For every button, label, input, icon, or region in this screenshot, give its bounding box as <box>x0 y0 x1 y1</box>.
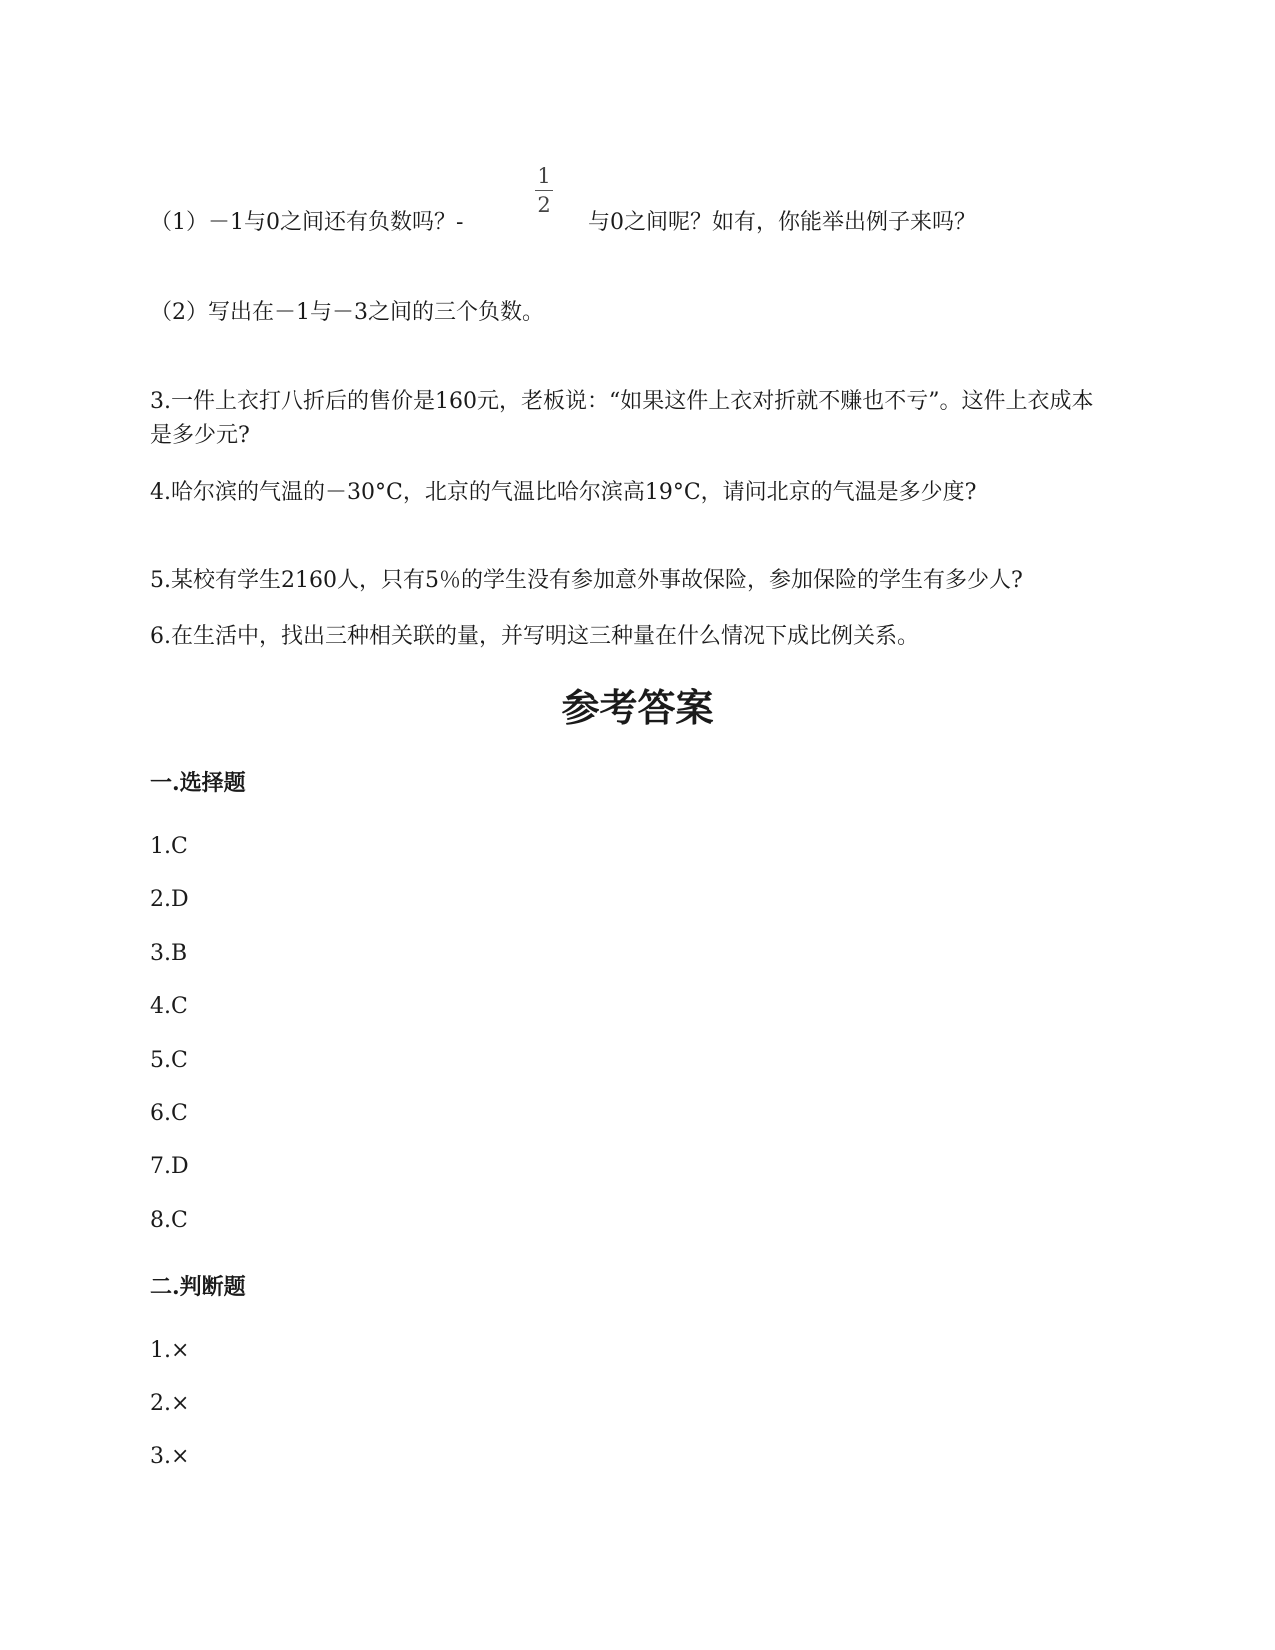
choice-answer-4: 4.C <box>150 994 188 1019</box>
answers-title: 参考答案 <box>561 685 714 730</box>
question-2-part-2: （2）写出在－1与－3之间的三个负数。 <box>150 300 544 325</box>
choice-answer-1: 1.C <box>150 834 188 859</box>
choice-answer-2: 2.D <box>150 887 189 912</box>
question-4: 4.哈尔滨的气温的－30°C，北京的气温比哈尔滨高19°C，请问北京的气温是多少度? <box>150 480 977 505</box>
choice-answer-5: 5.C <box>150 1048 188 1073</box>
choice-answer-6: 6.C <box>150 1101 188 1126</box>
judge-answer-3: 3.× <box>150 1444 190 1469</box>
choice-answer-8: 8.C <box>150 1208 188 1233</box>
question-2-part-1-tail: 与0之间呢？如有，你能举出例子来吗？ <box>588 210 976 235</box>
fraction-numerator: 1 <box>537 164 551 188</box>
question-2-part-1: （1）－1与0之间还有负数吗？- <box>150 210 464 235</box>
question-6: 6.在生活中，找出三种相关联的量，并写明这三种量在什么情况下成比例关系。 <box>150 624 919 649</box>
question-5: 5.某校有学生2160人，只有5％的学生没有参加意外事故保险，参加保险的学生有多少人? <box>150 568 1023 593</box>
section-judge-heading: 二.判断题 <box>150 1274 246 1300</box>
choice-answer-7: 7.D <box>150 1154 189 1179</box>
fraction-bar <box>535 190 553 191</box>
judge-answer-1: 1.× <box>150 1338 190 1363</box>
choice-answer-3: 3.B <box>150 941 188 966</box>
judge-answer-2: 2.× <box>150 1391 190 1416</box>
fraction-denominator: 2 <box>537 193 551 217</box>
question-3: 3.一件上衣打八折后的售价是160元，老板说：“如果这件上衣对折就不赚也不亏”。这件上衣成本是多少元? <box>150 389 1094 448</box>
section-choice-heading: 一.选择题 <box>150 770 246 796</box>
fraction-one-half <box>532 164 556 217</box>
